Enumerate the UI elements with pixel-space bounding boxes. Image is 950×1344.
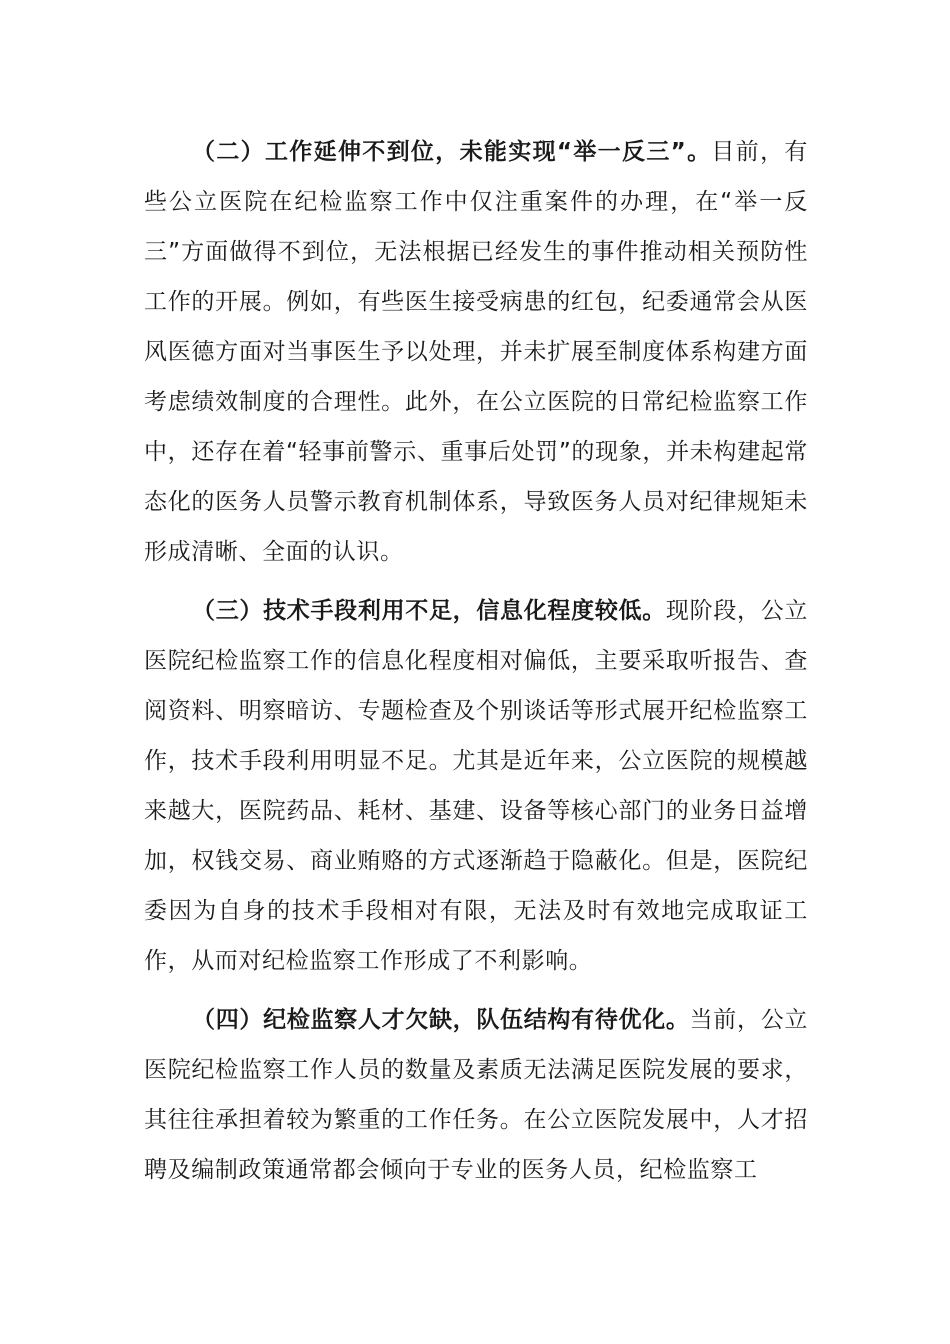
paragraph-technical-means <box>144 586 808 986</box>
section-heading-2: （二）工作延伸不到位，未能实现“举一反三”。 <box>192 139 712 165</box>
paragraph-work-extension <box>144 127 808 577</box>
paragraph-text-4: 当前，公立医院纪检监察工作人员的数量及素质无法满足医院发展的要求，其往往承担着较为繁重的工作任务。在公立医院发展中，人才招聘及编制政策通常都会倾向于专业的医务人员，纪检监察工 <box>144 1007 808 1183</box>
paragraph-talent-shortage <box>144 995 808 1195</box>
section-heading-3: （三）技术手段利用不足，信息化程度较低。 <box>192 598 666 624</box>
section-heading-4: （四）纪检监察人才欠缺，队伍结构有待优化。 <box>192 1007 690 1033</box>
document-body <box>144 127 808 1204</box>
paragraph-text-3: 现阶段，公立医院纪检监察工作的信息化程度相对偏低，主要采取听报告、查阅资料、明察暗访、专题检查及个别谈话等形式展开纪检监察工作，技术手段利用明显不足。尤其是近年来，公立医院的规模越来越大，医院药品、耗材、基建、设备等核心部门的业务日益增加，权钱交易、商业贿赂的方式逐渐趋于隐蔽化。但是，医院纪委因为自身的技术手段相对有限，无法及时有效地完成取证工作，从而对纪检监察工作形成了不利影响。 <box>144 598 809 974</box>
paragraph-text-2: 目前，有些公立医院在纪检监察工作中仅注重案件的办理，在“举一反三”方面做得不到位，无法根据已经发生的事件推动相关预防性工作的开展。例如，有些医生接受病患的红包，纪委通常会从医风医德方面对当事医生予以处理，并未扩展至制度体系构建方面考虑绩效制度的合理性。此外，在公立医院的日常纪检监察工作中，还存在着“轻事前警示、重事后处罚”的现象，并未构建起常态化的医务人员警示教育机制体系，导致医务人员对纪律规矩未形成清晰、全面的认识。 <box>144 139 809 565</box>
